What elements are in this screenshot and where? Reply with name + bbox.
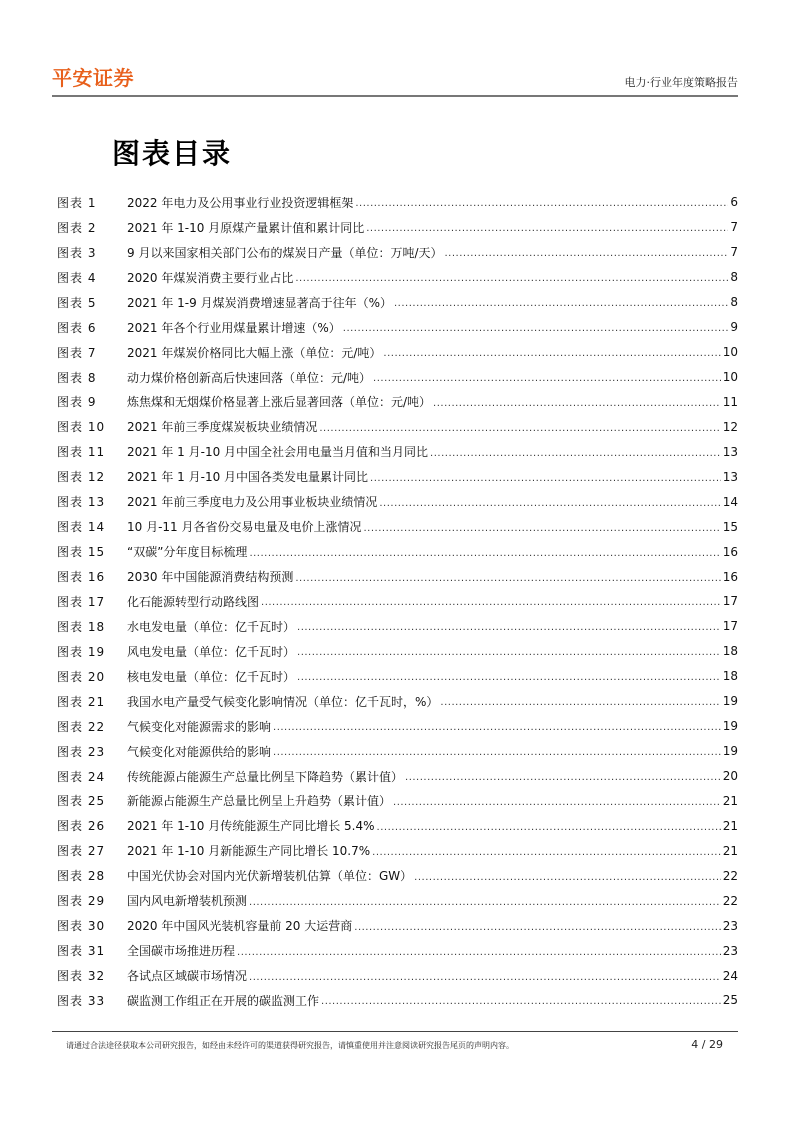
page-ref[interactable]: 17	[722, 619, 738, 634]
toc-entry[interactable]	[57, 664, 738, 689]
figure-caption[interactable]: 传统能源占能源生产总量比例呈下降趋势（累计值）	[127, 769, 404, 784]
toc-entry[interactable]	[57, 639, 738, 664]
toc-entry[interactable]	[57, 315, 738, 340]
toc-entry[interactable]	[57, 414, 738, 439]
figure-number: 图表 18	[57, 619, 106, 634]
figure-number: 图表 4	[57, 270, 97, 285]
figure-caption[interactable]: 2021 年 1-10 月传统能源生产同比增长 5.4%	[127, 819, 375, 834]
figure-number: 图表 24	[57, 769, 106, 784]
page-ref[interactable]: 18	[722, 644, 738, 659]
dot-leader	[372, 847, 721, 858]
toc-entry[interactable]	[57, 514, 738, 539]
figure-caption[interactable]: 化石能源转型行动路线图	[127, 594, 260, 609]
page-ref[interactable]: 13	[722, 444, 738, 459]
toc-entry[interactable]	[57, 365, 738, 390]
page-ref[interactable]: 23	[722, 918, 738, 933]
figure-number: 图表 17	[57, 594, 106, 609]
dot-leader	[364, 523, 721, 534]
dot-leader	[440, 697, 720, 708]
figure-number: 图表 27	[57, 844, 106, 859]
page-title: 图表目录	[112, 137, 233, 170]
figure-number: 图表 21	[57, 694, 106, 709]
dot-leader	[355, 198, 728, 209]
toc-entry[interactable]	[57, 464, 738, 489]
dot-leader	[343, 323, 728, 334]
page-ref[interactable]: 7	[730, 245, 738, 260]
brand-logo: 平安证券	[52, 66, 134, 90]
toc-entry[interactable]	[57, 888, 738, 913]
page-ref[interactable]: 17	[722, 594, 738, 609]
figure-number: 图表 23	[57, 744, 106, 759]
figure-caption[interactable]: 2030 年中国能源消费结构预测	[127, 570, 294, 585]
toc-entry[interactable]	[57, 240, 738, 265]
page-ref[interactable]: 12	[722, 419, 738, 434]
dot-leader	[295, 573, 720, 584]
toc-entry[interactable]	[57, 190, 738, 215]
page-ref[interactable]: 22	[722, 893, 738, 908]
page-ref[interactable]: 15	[722, 519, 738, 534]
figure-number: 图表 13	[57, 495, 106, 510]
figure-number: 图表 9	[57, 395, 97, 410]
dot-leader	[249, 897, 721, 908]
figure-number: 图表 25	[57, 794, 106, 809]
page-ref[interactable]: 18	[722, 669, 738, 684]
dot-leader	[354, 922, 720, 933]
dot-leader	[430, 448, 721, 459]
dot-leader	[273, 722, 721, 733]
figure-number: 图表 6	[57, 320, 97, 335]
page-ref[interactable]: 19	[722, 719, 738, 734]
page-ref[interactable]: 21	[722, 793, 738, 808]
figure-caption[interactable]: 核电发电量（单位：亿千瓦时）	[127, 669, 296, 684]
dot-leader	[321, 996, 721, 1007]
page-ref[interactable]: 21	[722, 843, 738, 858]
toc-entry[interactable]	[57, 838, 738, 863]
figure-caption[interactable]: 中国光伏协会对国内光伏新增装机估算（单位：GW）	[127, 869, 413, 884]
figure-caption[interactable]: 风电发电量（单位：亿千瓦时）	[127, 644, 296, 659]
page-ref[interactable]: 8	[730, 295, 738, 310]
figure-number: 图表 31	[57, 944, 106, 959]
page-ref[interactable]: 19	[722, 694, 738, 709]
dot-leader	[405, 772, 721, 783]
figure-number: 图表 29	[57, 894, 106, 909]
toc-entry[interactable]	[57, 589, 738, 614]
figure-caption[interactable]: 我国水电产量受气候变化影响情况（单位：亿千瓦时，%）	[127, 694, 439, 709]
figure-number: 图表 1	[57, 195, 97, 210]
page-ref[interactable]: 13	[722, 469, 738, 484]
page-ref[interactable]: 16	[722, 569, 738, 584]
figure-number: 图表 7	[57, 345, 97, 360]
figure-number: 图表 26	[57, 819, 106, 834]
page-ref[interactable]: 22	[722, 868, 738, 883]
footer-divider	[52, 1031, 738, 1032]
dot-leader	[373, 373, 721, 384]
dot-leader	[273, 747, 721, 758]
figure-number: 图表 32	[57, 969, 106, 984]
figure-number: 图表 16	[57, 570, 106, 585]
figure-number: 图表 2	[57, 220, 97, 235]
page-ref[interactable]: 9	[730, 320, 738, 335]
figure-caption[interactable]: 2021 年各个行业用煤量累计增速（%）	[127, 320, 341, 335]
figure-caption[interactable]: 2021 年前三季度电力及公用事业板块业绩情况	[127, 495, 378, 510]
figure-number: 图表 33	[57, 993, 106, 1008]
figure-caption[interactable]: 2021 年前三季度煤炭板块业绩情况	[127, 420, 318, 435]
toc-entry[interactable]	[57, 813, 738, 838]
toc-entry[interactable]	[57, 290, 738, 315]
figure-caption[interactable]: 国内风电新增装机预测	[127, 894, 248, 909]
figure-number: 图表 12	[57, 470, 106, 485]
dot-leader	[433, 398, 721, 409]
figure-caption[interactable]: 全国碳市场推进历程	[127, 944, 236, 959]
figure-number: 图表 14	[57, 520, 106, 535]
page-ref[interactable]: 19	[722, 744, 738, 759]
dot-leader	[370, 473, 721, 484]
toc-entry[interactable]	[57, 265, 738, 290]
toc-entry[interactable]	[57, 614, 738, 639]
toc-entry[interactable]	[57, 539, 738, 564]
figure-number: 图表 10	[57, 420, 106, 435]
figure-toc-list	[57, 190, 738, 1013]
page-ref[interactable]: 10	[722, 345, 738, 360]
figure-number: 图表 19	[57, 644, 106, 659]
figure-caption[interactable]: 2021 年 1-9 月煤炭消费增速显著高于往年（%）	[127, 295, 392, 310]
toc-entry[interactable]	[57, 938, 738, 963]
figure-caption[interactable]: 2021 年 1-10 月新能源生产同比增长 10.7%	[127, 844, 371, 859]
dot-leader	[366, 223, 728, 234]
dot-leader	[261, 597, 721, 608]
toc-entry[interactable]	[57, 988, 738, 1013]
figure-caption[interactable]: “双碳”分年度目标梳理	[127, 545, 248, 560]
dot-leader	[445, 248, 729, 259]
page-ref[interactable]: 23	[722, 943, 738, 958]
figure-caption[interactable]: 2021 年 1-10 月原煤产量累计值和累计同比	[127, 220, 365, 235]
toc-entry[interactable]	[57, 863, 738, 888]
figure-number: 图表 3	[57, 245, 97, 260]
figure-number: 图表 15	[57, 545, 106, 560]
page-ref[interactable]: 20	[722, 769, 738, 784]
dot-leader	[297, 672, 721, 683]
page-ref[interactable]: 24	[722, 968, 738, 983]
page-ref[interactable]: 25	[722, 993, 738, 1008]
footer-disclaimer: 请通过合法途径获取本公司研究报告，如经由未经许可的渠道获得研究报告，请慎重使用并注意阅读研究报告尾页的声明内容。	[66, 1041, 514, 1050]
page-ref[interactable]: 11	[722, 394, 738, 409]
figure-caption[interactable]: 碳监测工作组正在开展的碳监测工作	[127, 993, 320, 1008]
figure-caption[interactable]: 气候变化对能源需求的影响	[127, 719, 272, 734]
figure-number: 图表 30	[57, 919, 106, 934]
toc-entry[interactable]	[57, 913, 738, 938]
dot-leader	[249, 972, 721, 983]
dot-leader	[237, 947, 721, 958]
toc-entry[interactable]	[57, 963, 738, 988]
toc-entry[interactable]	[57, 439, 738, 464]
dot-leader	[379, 498, 720, 509]
page-ref[interactable]: 6	[730, 195, 738, 210]
page-ref[interactable]: 21	[722, 818, 738, 833]
dot-leader	[394, 298, 728, 309]
figure-caption[interactable]: 2020 年煤炭消费主要行业占比	[127, 270, 294, 285]
figure-caption[interactable]: 2021 年 1 月-10 月中国全社会用电量当月值和当月同比	[127, 445, 429, 460]
figure-number: 图表 28	[57, 869, 106, 884]
dot-leader	[319, 423, 720, 434]
figure-number: 图表 22	[57, 719, 106, 734]
toc-entry[interactable]	[57, 764, 738, 789]
dot-leader	[393, 797, 721, 808]
toc-entry[interactable]	[57, 489, 738, 514]
dot-leader	[249, 548, 720, 559]
figure-number: 图表 20	[57, 669, 106, 684]
figure-caption[interactable]: 水电发电量（单位：亿千瓦时）	[127, 619, 296, 634]
page-ref[interactable]: 10	[722, 370, 738, 385]
figure-caption[interactable]: 动力煤价格创新高后快速回落（单位：元/吨）	[127, 370, 372, 385]
toc-entry[interactable]	[57, 789, 738, 814]
dot-leader	[295, 273, 728, 284]
dot-leader	[297, 622, 721, 633]
figure-caption[interactable]: 2022 年电力及公用事业行业投资逻辑框架	[127, 195, 354, 210]
page-ref[interactable]: 16	[722, 544, 738, 559]
dot-leader	[297, 647, 721, 658]
figure-caption[interactable]: 2021 年煤炭价格同比大幅上涨（单位：元/吨）	[127, 345, 382, 360]
figure-caption[interactable]: 新能源占能源生产总量比例呈上升趋势（累计值）	[127, 794, 392, 809]
toc-entry[interactable]	[57, 739, 738, 764]
report-type-label: 电力·行业年度策略报告	[624, 76, 738, 89]
page-ref[interactable]: 8	[730, 270, 738, 285]
figure-caption[interactable]: 9 月以来国家相关部门公布的煤炭日产量（单位：万吨/天）	[127, 245, 443, 260]
figure-caption[interactable]: 10 月-11 月各省份交易电量及电价上涨情况	[127, 520, 362, 535]
figure-number: 图表 5	[57, 295, 97, 310]
figure-caption[interactable]: 2021 年 1 月-10 月中国各类发电量累计同比	[127, 470, 369, 485]
page-ref[interactable]: 7	[730, 220, 738, 235]
figure-caption[interactable]: 各试点区域碳市场情况	[127, 969, 248, 984]
page-ref[interactable]: 14	[722, 494, 738, 509]
dot-leader	[383, 348, 720, 359]
page-number: 4 / 29	[691, 1038, 723, 1051]
toc-entry[interactable]	[57, 714, 738, 739]
toc-entry[interactable]	[57, 340, 738, 365]
toc-entry[interactable]	[57, 215, 738, 240]
figure-caption[interactable]: 2020 年中国风光装机容量前 20 大运营商	[127, 919, 353, 934]
toc-entry[interactable]	[57, 689, 738, 714]
figure-caption[interactable]: 炼焦煤和无烟煤价格显著上涨后显著回落（单位：元/吨）	[127, 395, 432, 410]
header-divider	[52, 95, 738, 97]
figure-caption[interactable]: 气候变化对能源供给的影响	[127, 744, 272, 759]
toc-entry[interactable]	[57, 564, 738, 589]
figure-number: 图表 11	[57, 445, 106, 460]
toc-entry[interactable]	[57, 390, 738, 415]
dot-leader	[377, 822, 721, 833]
figure-number: 图表 8	[57, 370, 97, 385]
dot-leader	[414, 872, 721, 883]
